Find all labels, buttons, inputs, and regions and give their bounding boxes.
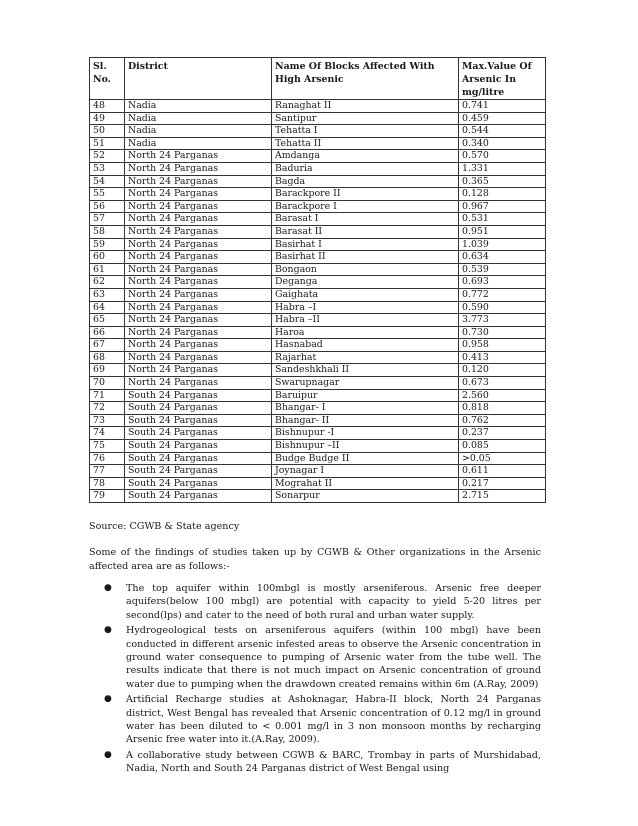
table-row xyxy=(90,477,546,490)
cell-block: Bishnupur –II xyxy=(272,440,459,453)
cell-block: Baruipur xyxy=(272,389,459,402)
bullet-icon: ● xyxy=(104,694,112,705)
cell-max-value: 0.531 xyxy=(459,213,546,226)
header-max-value: Max.Value Of Arsenic In mg/litre xyxy=(459,58,546,100)
cell-block: Bhangar- I xyxy=(272,402,459,415)
table-row xyxy=(90,465,546,478)
cell-max-value: 0.951 xyxy=(459,225,546,238)
cell-sl-no: 79 xyxy=(90,490,125,503)
source-note: Source: CGWB & State agency xyxy=(89,521,240,532)
cell-block: Habra –I xyxy=(272,301,459,314)
cell-district: North 24 Parganas xyxy=(125,364,272,377)
cell-district: North 24 Parganas xyxy=(125,225,272,238)
cell-block: Tehatta I xyxy=(272,125,459,138)
cell-sl-no: 68 xyxy=(90,351,125,364)
cell-district: South 24 Parganas xyxy=(125,427,272,440)
cell-max-value: 3.773 xyxy=(459,314,546,327)
cell-sl-no: 64 xyxy=(90,301,125,314)
table-row xyxy=(90,188,546,201)
cell-max-value: 0.673 xyxy=(459,377,546,390)
cell-max-value: 0.365 xyxy=(459,175,546,188)
header-blocks: Name Of Blocks Affected With High Arsenic xyxy=(272,58,459,100)
cell-district: Nadia xyxy=(125,137,272,150)
cell-block: Gaighata xyxy=(272,288,459,301)
cell-district: North 24 Parganas xyxy=(125,200,272,213)
table-header-row xyxy=(90,58,546,100)
cell-block: Bongaon xyxy=(272,263,459,276)
cell-district: Nadia xyxy=(125,100,272,113)
table-row xyxy=(90,175,546,188)
table-row xyxy=(90,301,546,314)
cell-max-value: 1.331 xyxy=(459,162,546,175)
cell-sl-no: 75 xyxy=(90,440,125,453)
cell-district: North 24 Parganas xyxy=(125,263,272,276)
finding-text: Hydrogeological tests on arseniferous aquifers (within 100 mbgl) have been conducted in different arsenic infested areas to observe the Arsenic concentration in ground water consequence to pumping of Arsenic water from the tube well. The results indicate that there is not much impact on Arsenic concentration of ground water due to pumping when the drawdown created remains within 6m (A.Ray, 2009) xyxy=(126,625,541,690)
cell-sl-no: 69 xyxy=(90,364,125,377)
cell-block: Habra –II xyxy=(272,314,459,327)
cell-max-value: 0.544 xyxy=(459,125,546,138)
table-row xyxy=(90,452,546,465)
cell-max-value: 2.560 xyxy=(459,389,546,402)
finding-text: Artificial Recharge studies at Ashoknagar, Habra-II block, North 24 Parganas district, West Bengal has revealed that Arsenic concentration of 0.12 mg/l in ground water has been diluted to < 0.001 mg/l in 3 non monsoon months by recharging Arsenic free water into it.(A.Ray, 2009). xyxy=(126,694,541,746)
table-row xyxy=(90,251,546,264)
cell-max-value: 0.120 xyxy=(459,364,546,377)
table-row xyxy=(90,225,546,238)
intro-paragraph: Some of the findings of studies taken up by CGWB & Other organizations in the Arsenic affected area are as follows:- xyxy=(89,547,541,572)
table-row xyxy=(90,150,546,163)
cell-block: Ranaghat II xyxy=(272,100,459,113)
cell-block: Barasat II xyxy=(272,225,459,238)
cell-district: North 24 Parganas xyxy=(125,326,272,339)
list-item xyxy=(89,749,541,776)
cell-sl-no: 56 xyxy=(90,200,125,213)
finding-text: The top aquifer within 100mbgl is mostly arseniferous. Arsenic free deeper aquifers(below 100 mbgl) are potential with capacity to yield 5-20 litres per second(lps) and cater to the need of both rural and urban water supply. xyxy=(126,583,541,621)
cell-sl-no: 52 xyxy=(90,150,125,163)
list-item xyxy=(89,693,541,747)
cell-block: Basirhat II xyxy=(272,251,459,264)
cell-sl-no: 78 xyxy=(90,477,125,490)
cell-block: Bishnupur -I xyxy=(272,427,459,440)
cell-district: Nadia xyxy=(125,125,272,138)
table-row xyxy=(90,213,546,226)
cell-sl-no: 76 xyxy=(90,452,125,465)
cell-block: Deganga xyxy=(272,276,459,289)
cell-max-value: 0.730 xyxy=(459,326,546,339)
cell-district: North 24 Parganas xyxy=(125,339,272,352)
cell-block: Haroa xyxy=(272,326,459,339)
cell-max-value: 0.217 xyxy=(459,477,546,490)
table-row xyxy=(90,112,546,125)
cell-max-value: 0.413 xyxy=(459,351,546,364)
cell-district: South 24 Parganas xyxy=(125,389,272,402)
cell-district: Nadia xyxy=(125,112,272,125)
table-row xyxy=(90,314,546,327)
cell-max-value: 0.340 xyxy=(459,137,546,150)
cell-block: Swarupnagar xyxy=(272,377,459,390)
table-row xyxy=(90,351,546,364)
cell-district: North 24 Parganas xyxy=(125,288,272,301)
cell-max-value: 0.539 xyxy=(459,263,546,276)
cell-max-value: 0.741 xyxy=(459,100,546,113)
table-row xyxy=(90,402,546,415)
cell-sl-no: 55 xyxy=(90,188,125,201)
cell-block: Bagda xyxy=(272,175,459,188)
cell-block: Barasat I xyxy=(272,213,459,226)
table-row xyxy=(90,162,546,175)
cell-district: North 24 Parganas xyxy=(125,251,272,264)
bullet-icon: ● xyxy=(104,625,112,636)
finding-text: A collaborative study between CGWB & BARC, Trombay in parts of Murshidabad, Nadia, North and South 24 Parganas district of West Bengal using xyxy=(126,749,541,775)
table-body xyxy=(90,100,546,503)
table-row xyxy=(90,137,546,150)
cell-sl-no: 48 xyxy=(90,100,125,113)
cell-district: North 24 Parganas xyxy=(125,188,272,201)
cell-max-value: 0.634 xyxy=(459,251,546,264)
cell-sl-no: 62 xyxy=(90,276,125,289)
table-row xyxy=(90,326,546,339)
cell-block: Santipur xyxy=(272,112,459,125)
cell-max-value: 0.570 xyxy=(459,150,546,163)
cell-district: North 24 Parganas xyxy=(125,175,272,188)
cell-max-value: 0.958 xyxy=(459,339,546,352)
table-row xyxy=(90,288,546,301)
list-item xyxy=(89,582,541,622)
cell-district: North 24 Parganas xyxy=(125,238,272,251)
table-row xyxy=(90,125,546,138)
bullet-icon: ● xyxy=(104,749,112,760)
cell-sl-no: 71 xyxy=(90,389,125,402)
cell-district: North 24 Parganas xyxy=(125,276,272,289)
cell-max-value: 0.772 xyxy=(459,288,546,301)
table-row xyxy=(90,263,546,276)
table-row xyxy=(90,389,546,402)
cell-sl-no: 49 xyxy=(90,112,125,125)
cell-max-value: 0.590 xyxy=(459,301,546,314)
cell-max-value: 0.459 xyxy=(459,112,546,125)
cell-district: South 24 Parganas xyxy=(125,402,272,415)
cell-district: North 24 Parganas xyxy=(125,377,272,390)
cell-district: South 24 Parganas xyxy=(125,452,272,465)
cell-sl-no: 50 xyxy=(90,125,125,138)
cell-sl-no: 53 xyxy=(90,162,125,175)
cell-sl-no: 51 xyxy=(90,137,125,150)
cell-district: North 24 Parganas xyxy=(125,301,272,314)
cell-district: North 24 Parganas xyxy=(125,314,272,327)
table-row xyxy=(90,200,546,213)
cell-sl-no: 77 xyxy=(90,465,125,478)
cell-max-value: 2.715 xyxy=(459,490,546,503)
cell-block: Bhangar- II xyxy=(272,414,459,427)
cell-sl-no: 57 xyxy=(90,213,125,226)
cell-sl-no: 73 xyxy=(90,414,125,427)
cell-max-value: >0.05 xyxy=(459,452,546,465)
cell-max-value: 0.611 xyxy=(459,465,546,478)
cell-sl-no: 61 xyxy=(90,263,125,276)
cell-block: Baduria xyxy=(272,162,459,175)
table-row xyxy=(90,377,546,390)
cell-sl-no: 60 xyxy=(90,251,125,264)
cell-district: North 24 Parganas xyxy=(125,351,272,364)
cell-block: Barackpore II xyxy=(272,188,459,201)
header-sl-no: Sl. No. xyxy=(90,58,125,100)
cell-district: South 24 Parganas xyxy=(125,490,272,503)
cell-district: North 24 Parganas xyxy=(125,162,272,175)
cell-max-value: 0.762 xyxy=(459,414,546,427)
cell-block: Rajarhat xyxy=(272,351,459,364)
table-row xyxy=(90,364,546,377)
table-row xyxy=(90,100,546,113)
cell-sl-no: 74 xyxy=(90,427,125,440)
cell-district: South 24 Parganas xyxy=(125,477,272,490)
cell-max-value: 0.237 xyxy=(459,427,546,440)
cell-block: Sonarpur xyxy=(272,490,459,503)
cell-block: Barackpore I xyxy=(272,200,459,213)
cell-sl-no: 58 xyxy=(90,225,125,238)
cell-max-value: 0.693 xyxy=(459,276,546,289)
cell-max-value: 0.128 xyxy=(459,188,546,201)
cell-block: Joynagar I xyxy=(272,465,459,478)
table-row xyxy=(90,238,546,251)
cell-district: North 24 Parganas xyxy=(125,150,272,163)
cell-district: South 24 Parganas xyxy=(125,465,272,478)
cell-district: South 24 Parganas xyxy=(125,440,272,453)
table-row xyxy=(90,427,546,440)
cell-district: North 24 Parganas xyxy=(125,213,272,226)
cell-block: Basirhat I xyxy=(272,238,459,251)
cell-sl-no: 54 xyxy=(90,175,125,188)
list-item xyxy=(89,624,541,691)
cell-block: Amdanga xyxy=(272,150,459,163)
cell-sl-no: 66 xyxy=(90,326,125,339)
cell-sl-no: 67 xyxy=(90,339,125,352)
cell-block: Hasnabad xyxy=(272,339,459,352)
cell-sl-no: 59 xyxy=(90,238,125,251)
table-row xyxy=(90,490,546,503)
cell-block: Mograhat II xyxy=(272,477,459,490)
arsenic-table xyxy=(89,57,546,503)
header-district: District xyxy=(125,58,272,100)
bullet-icon: ● xyxy=(104,583,112,593)
table-row xyxy=(90,440,546,453)
cell-block: Budge Budge II xyxy=(272,452,459,465)
cell-block: Tehatta II xyxy=(272,137,459,150)
cell-block: Sandeshkhali II xyxy=(272,364,459,377)
cell-sl-no: 70 xyxy=(90,377,125,390)
findings-list xyxy=(89,582,541,778)
table-row xyxy=(90,339,546,352)
cell-max-value: 0.818 xyxy=(459,402,546,415)
cell-max-value: 0.967 xyxy=(459,200,546,213)
cell-max-value: 1.039 xyxy=(459,238,546,251)
cell-sl-no: 72 xyxy=(90,402,125,415)
cell-district: South 24 Parganas xyxy=(125,414,272,427)
cell-max-value: 0.085 xyxy=(459,440,546,453)
cell-sl-no: 65 xyxy=(90,314,125,327)
cell-sl-no: 63 xyxy=(90,288,125,301)
table-row xyxy=(90,276,546,289)
table-row xyxy=(90,414,546,427)
